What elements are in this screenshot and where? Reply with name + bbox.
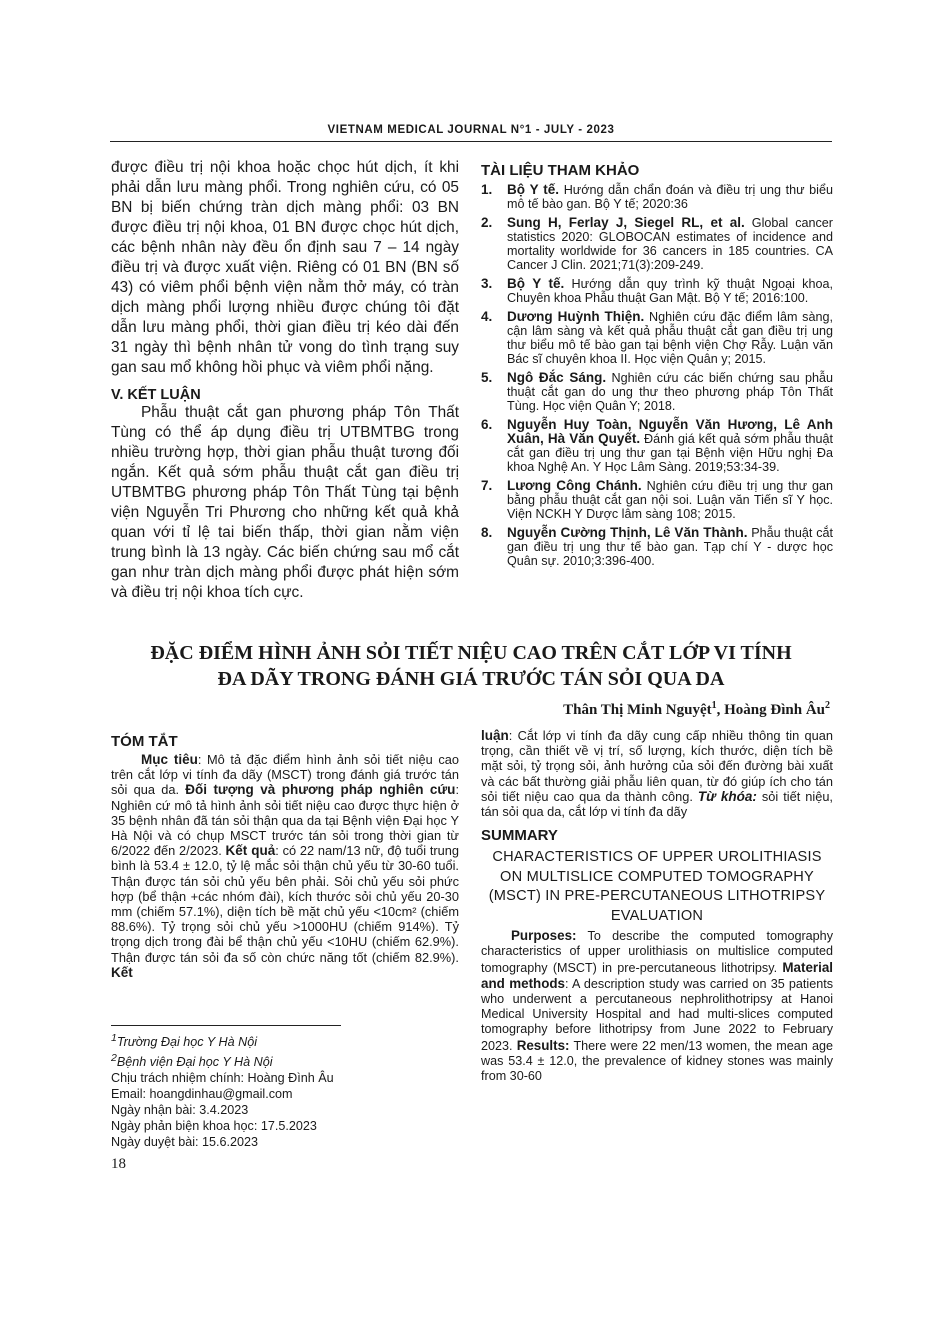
header-rule	[110, 141, 832, 142]
article-title-line-2: ĐA DÃY TRONG ĐÁNH GIÁ TRƯỚC TÁN SỎI QUA DA	[217, 668, 725, 690]
abstract-heading: TÓM TẮT	[111, 733, 178, 750]
reference-item: 5. Ngô Đắc Sáng. Nghiên cứu các biến chứng sau phẫu thuật cắt gan do ung thư theo phương pháp Tôn Thất Tùng. Học viện Quân Y; 2018.	[481, 370, 833, 413]
article-title	[60, 640, 882, 692]
article-authors: Thân Thị Minh Nguyệt$^1$, Hoàng Đình $Âu^2$	[563, 700, 830, 718]
summary-title: CHARACTERISTICS OF UPPER UROLITHIASIS ON MULTISLICE COMPUTED TOMOGRAPHY (MSCT) IN PRE-PERCUTANEOUS LITHOTRIPSY EVALUATION	[488, 849, 826, 924]
references-heading: TÀI LIỆU THAM KHẢO	[481, 162, 640, 179]
abstract-text: Mục tiêu: Mô tả đặc điểm hình ảnh sỏi tiết niệu cao trên cắt lớp vi tính đa dãy (MSCT) trong đánh giá trước tán sỏi qua da. Đối tượng và phương pháp nghiên cứu: Nghiên cứ mô tả hình ảnh sỏi tiết niệu cao được thực hiện ở 35 bệnh nhân đã tán sỏi thận qua da tại Bệnh viện Đại học Y Hà Nội và có chụp MSCT trước tán sỏi trong thời gian từ 6/2022 đến 2/2023. Kết quả: có 22 nam/13 nữ, độ tuổi trung bình là 53.4 ± 12.0, tỷ lệ mắc sỏi thận chủ yếu từ 30-60 tuổi. Thận được tán sỏi chủ yếu bên phải. Sỏi chủ yếu sỏi phức hợp (bể thận +các nhóm đài), kích thước sỏi chủ yếu 20-30 mm (chiếm 57.1%), diện tích bề mặt chủ yếu <10cm² (chiếm 88.6%). Tỷ trọng sỏi chủ yếu >1000HU (chiếm 914%). Tỷ trọng dịch trong đài bể thận chủ yếu <10HU (chiếm 62.9%). Thận được tán sỏi đa số còn chức năng tốt (chiếm 82.9%). Kết	[111, 752, 459, 980]
article-title-line-1: ĐẶC ĐIỂM HÌNH ẢNH SỎI TIẾT NIỆU CAO TRÊN CẮT LỚP VI TÍNH	[150, 642, 792, 664]
left-column	[111, 158, 459, 603]
conclusion-paragraph: Phẫu thuật cắt gan phương pháp Tôn Thất Tùng có thể áp dụng điều trị UTBMTBG trong nhiều trường hợp, thời gian phẫu thuật tương đối ngắn. Kết quả sớm phẫu thuật cắt gan điều trị UTBMTBG phương pháp Tôn Thất Tùng tại bệnh viện Nguyễn Tri Phương cho những kết quả khả quan với tỉ lệ tai biến thấp, thời gian nằm viện trung bình là 13 ngày. Các biến chứng sau mổ cắt gan như tràn dịch màng phổi được phát hiện sớm và điều trị nội khoa tích cực.	[111, 404, 459, 601]
reference-item: 8. Nguyễn Cường Thịnh, Lê Văn Thành. Phẫu thuật cắt gan điều trị ung thư tế bào gan. Tạp chí Y - dược học Quân sự. 2010;3:396-400.	[481, 525, 833, 568]
reference-item: 4. Dương Huỳnh Thiện. Nghiên cứu đặc điểm lâm sàng, cận lâm sàng và kết quả phẫu thuật cắt gan điều trị ung thư biểu mô tế bào gan tại bệnh viện Chợ Rẫy. Luận văn Bác sĩ chuyên khoa II. Học viện Quân y; 2015.	[481, 309, 833, 366]
abstract-conclusion: luận: Cắt lớp vi tính đa dãy cung cấp nhiều thông tin quan trọng, cần thiết về vị trí, số lượng, kích thước, diện tích bề mặt sỏi, tỷ trọng sỏi, ảnh hưởng của sỏi đến đường bài xuất và các bất thường giải phẫu liên quan, từ đó giúp ích cho tán sỏi tiết niệu cao qua da thành công. Từ khóa: sỏi tiết niệu, tán sỏi qua da, cắt lớp vi tính đa dãy	[481, 728, 833, 820]
page-number: 18	[111, 1156, 126, 1172]
reference-item: 7. Lương Công Chánh. Nghiên cứu điều trị ung thư gan bằng phẫu thuật cắt gan nội soi. Luận văn Tiến sĩ Y học. Viện NCKH Y Dược lâm sàng 108; 2015.	[481, 478, 833, 521]
references-section	[481, 158, 833, 573]
summary-text: Purposes: To describe the computed tomography characteristics of upper urolithiasis on multislice computed tomography (MSCT) in pre-percutaneous lithotripsy. Material and methods: A description study was carried on 35 patients who underwent a percutaneous nephrolithotripsy at Hanoi Medical University Hospital and had multi-slices computed tomography before lithotripsy from June 2022 to February 2023. Results: There were 22 men/13 women, the mean age was 53.4 ± 12.0, the prevalence of kidney stones was mainly from 30-60	[481, 928, 833, 1084]
date-reviewed: Ngày phản biện khoa học: 17.5.2023	[111, 1119, 317, 1134]
reference-item: 2. Sung H, Ferlay J, Siegel RL, et al. Global cancer statistics 2020: GLOBOCAN estimates of incidence and mortality worldwide for 36 cancers in 185 countries. CA Cancer J Clin. 2021;71(3):209-249.	[481, 215, 834, 272]
corresponding-author: Chịu trách nhiệm chính: Hoàng Đình Âu	[111, 1071, 334, 1086]
footnote-rule	[111, 1025, 341, 1026]
email: Email: hoangdinhau@gmail.com	[111, 1087, 293, 1102]
abstract-vi	[111, 733, 459, 980]
abstract-continued	[481, 728, 833, 1084]
affiliation-1: $^1$Trường Đại học Y Hà Nội	[111, 1032, 258, 1050]
journal-header: VIETNAM MEDICAL JOURNAL N°1 - JULY - 2023	[327, 124, 615, 136]
date-accepted: Ngày duyệt bài: 15.6.2023	[111, 1135, 259, 1150]
discussion-paragraph: được điều trị nội khoa hoặc chọc hút dịch, ít khi phải dẫn lưu màng phổi. Trong nghiên cứu, có 05 BN bị biến chứng tràn dịch màng phổi: 03 BN được điều trị nội khoa, 01 BN được chọc hút dịch, các bệnh nhân này đều ổn định sau 7 – 14 ngày điều trị và được xuất viện. Riêng có 01 BN (BN số 43) có viêm phổi bệnh viện nằm thở máy, có tràn dịch màng phổi lượng nhiều được chúng tôi đặt dẫn lưu màng phổi, thời gian điều trị kéo dài đến 31 ngày thì bệnh nhân tử vong do tình trạng suy gan sau mổ không hồi phục và viêm phổi nặng.	[111, 159, 459, 376]
date-received: Ngày nhận bài: 3.4.2023	[111, 1103, 249, 1118]
conclusion-heading: V. KẾT LUẬN	[111, 387, 201, 403]
reference-item: 6. Nguyễn Huy Toàn, Nguyễn Văn Hương, Lê Anh Xuân, Hà Văn Quyết. Đánh giá kết quả sớm phẫu thuật cắt gan điều trị ung thư gan tại Bệnh viện Hữu nghị Đa khoa Nghệ An. Y Học Lâm Sàng. 2019;53:34-39.	[481, 417, 833, 474]
footnotes	[111, 1030, 451, 1150]
reference-item: 1. Bộ Y tế. Hướng dẫn chẩn đoán và điều trị ung thư biểu mô tế bào gan. Bộ Y tế; 2020:36	[481, 182, 833, 211]
affiliation-2: $^2$Bệnh viện Đại học Y Hà Nội	[111, 1052, 273, 1070]
summary-heading: SUMMARY	[481, 827, 558, 845]
reference-item: 3. Bộ Y tế. Hướng dẫn quy trình kỹ thuật Ngoại khoa, Chuyên khoa Phẫu thuật Gan Mật. Bộ Y tế; 2016:100.	[481, 276, 833, 305]
references-list	[481, 183, 833, 568]
